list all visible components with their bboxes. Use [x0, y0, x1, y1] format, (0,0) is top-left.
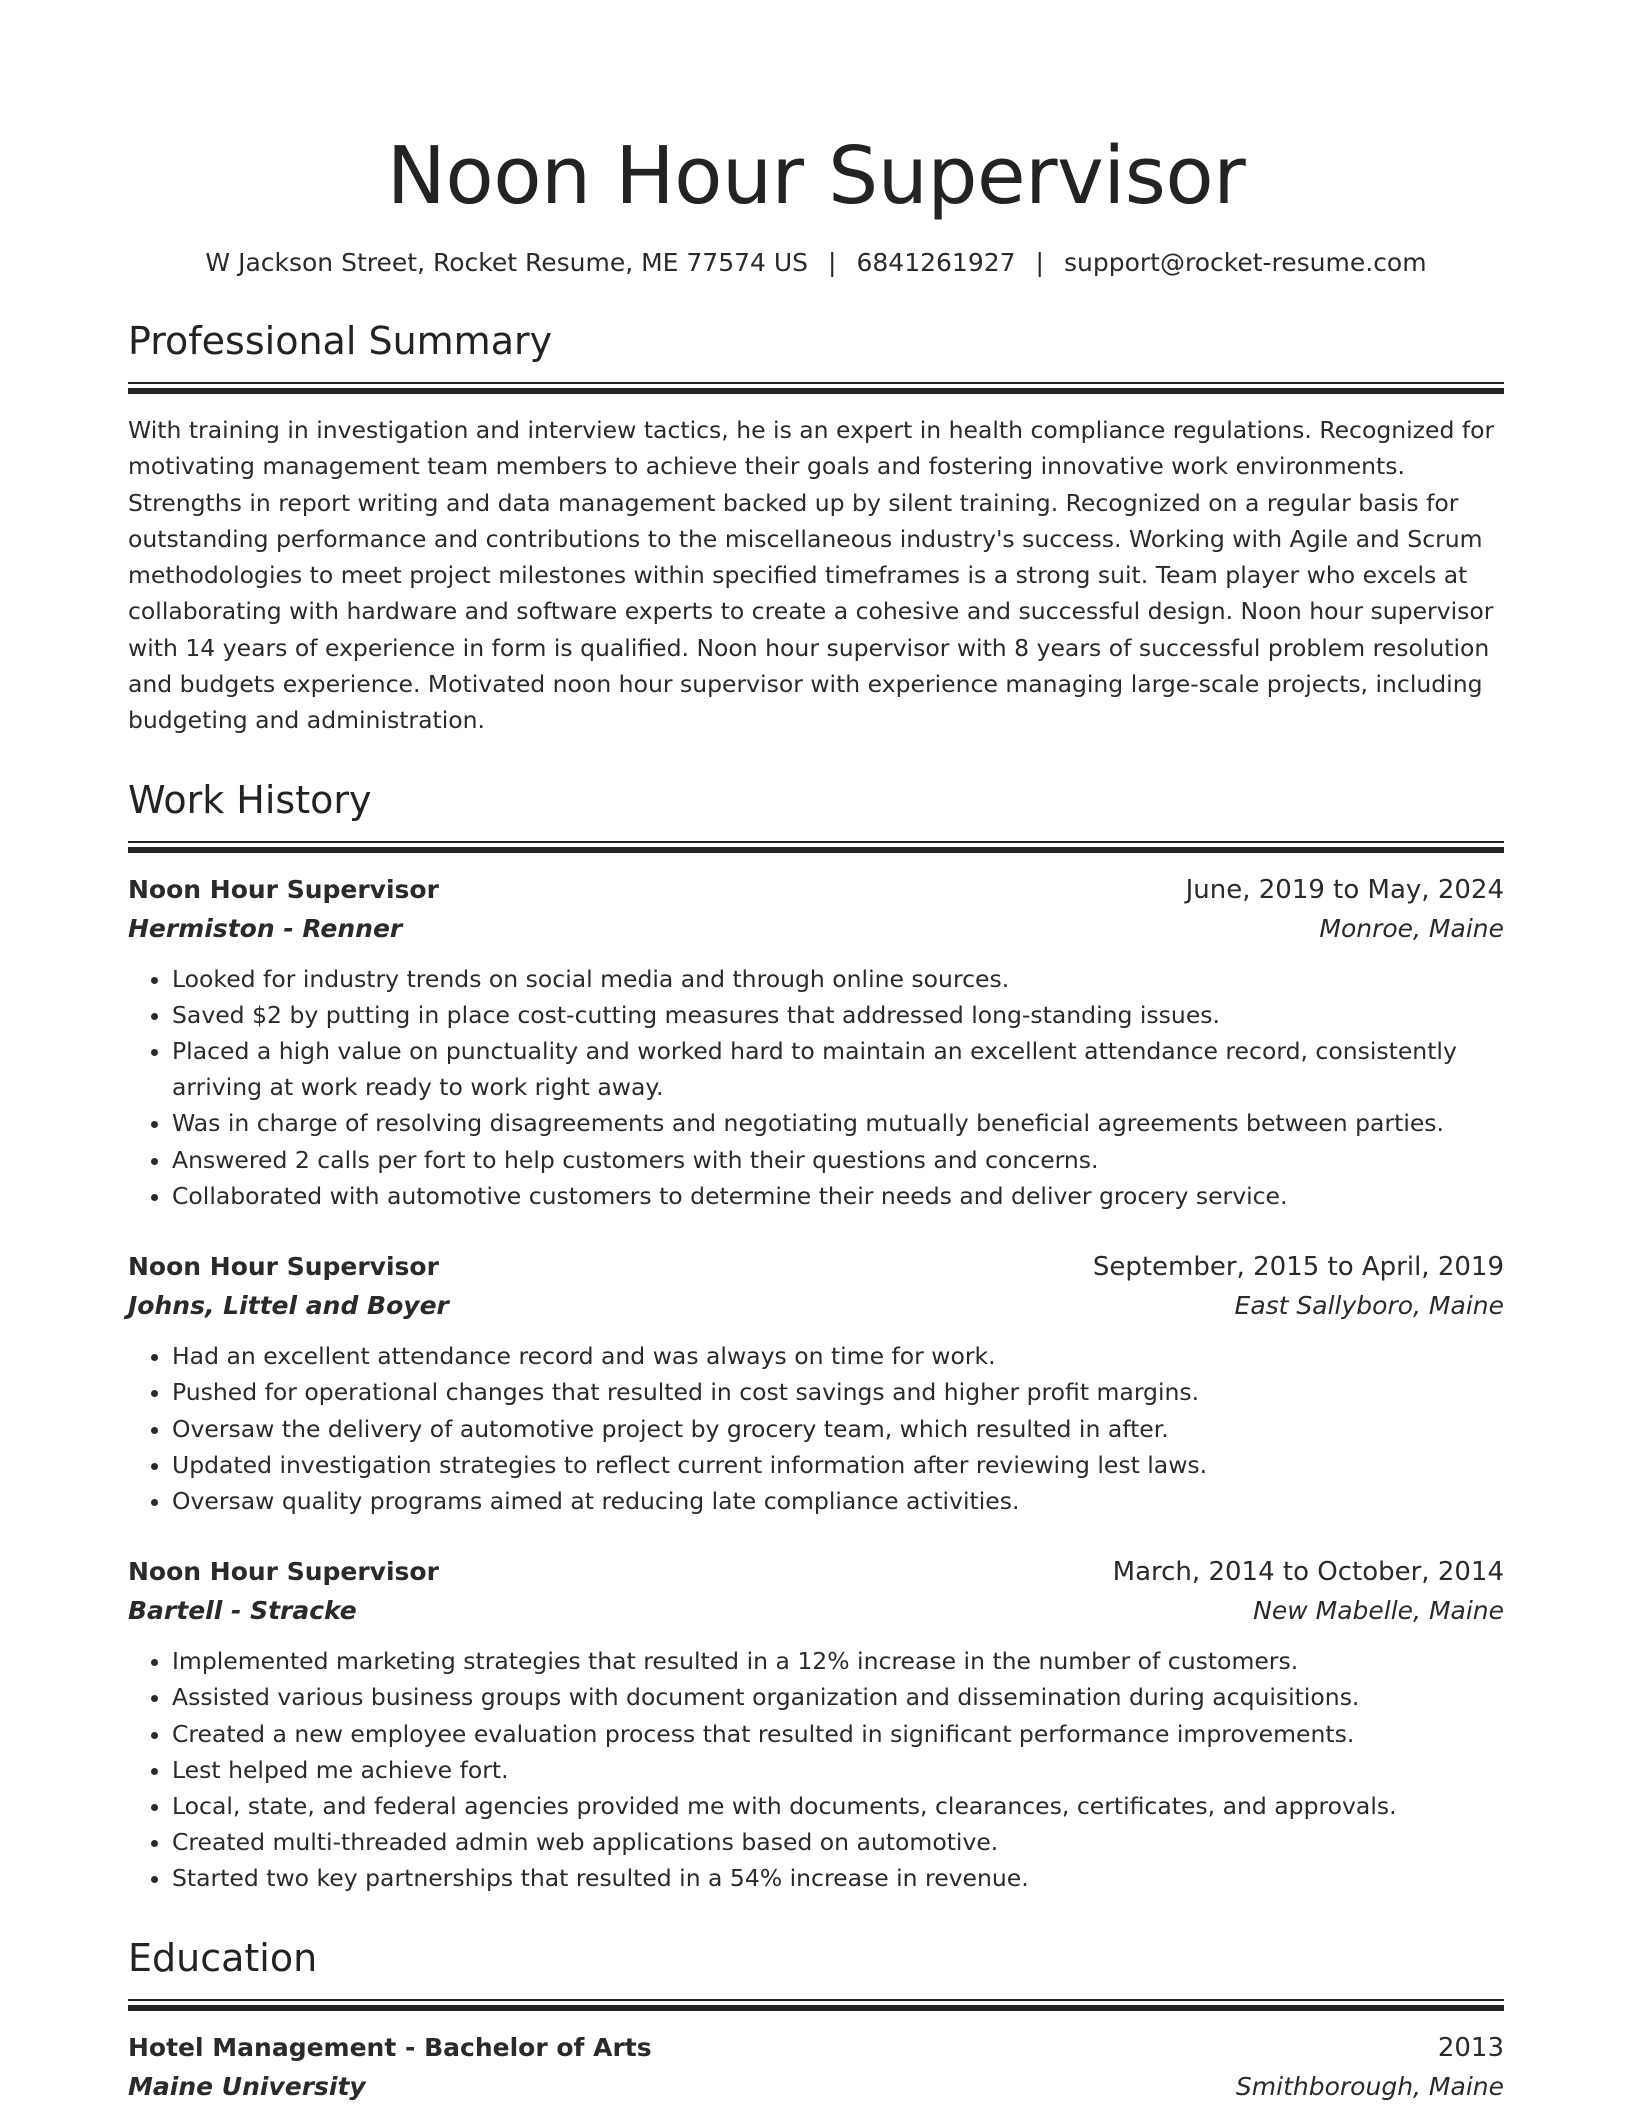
list-item: • Lest helped me achieve fort. — [172, 1752, 1504, 1788]
work-history-heading: Work History — [128, 777, 372, 822]
job-bullets — [128, 961, 1504, 1214]
education-degree: Hotel Management - Bachelor of Arts — [128, 2032, 652, 2062]
list-item: • Was in charge of resolving disagreements and negotiating mutually beneficial agreements between parties. — [172, 1105, 1504, 1141]
list-item: • Oversaw the delivery of automotive project by grocery team, which resulted in after. — [172, 1411, 1504, 1447]
job-company: Johns, Littel and Boyer — [128, 1291, 449, 1321]
job-company: Hermiston - Renner — [128, 913, 403, 943]
contact-email: support@rocket-resume.com — [1063, 248, 1427, 277]
summary-text: With training in investigation and interview tactics, he is an expert in health compliance regulations. Recognized for motivating management team members to achieve their goals and fostering innovative work environments. Strengths in report writing and data management backed up by silent training. Recognized on a regular basis for outstanding performance and contributions to the miscellaneous industry's success. Working with Agile and Scrum methodologies to meet project milestones within specified timeframes is a strong suit. Team player who excels at collaborating with hardware and software experts to create a cohesive and successful design. Noon hour supervisor with 14 years of experience in form is qualified. Noon hour supervisor with 8 years of successful problem resolution and budgets experience. Motivated noon hour supervisor with experience managing large-scale projects, including budgeting and administration. — [128, 416, 1495, 735]
list-item: • Created a new employee evaluation process that resulted in significant performance improvements. — [172, 1716, 1504, 1752]
education-school: Maine University — [128, 2071, 366, 2101]
list-item: • Created multi-threaded admin web applications based on automotive. — [172, 1824, 1504, 1860]
contact-separator: | — [1035, 248, 1044, 277]
list-item: • Had an excellent attendance record and was always on time for work. — [172, 1338, 1504, 1374]
contact-address: W Jackson Street, Rocket Resume, ME 77574 US — [205, 248, 809, 277]
contact-line — [128, 246, 1504, 280]
job-bullets — [128, 1338, 1504, 1519]
list-item: • Updated investigation strategies to reflect current information after reviewing lest laws. — [172, 1447, 1504, 1483]
job-location: New Mabelle, Maine — [1253, 1596, 1504, 1626]
summary-section — [128, 318, 1504, 739]
job-entry — [128, 871, 1504, 1214]
summary-heading: Professional Summary — [128, 319, 553, 363]
job-bullets — [128, 1643, 1504, 1896]
list-item: • Implemented marketing strategies that resulted in a 12% increase in the number of customers. — [172, 1643, 1504, 1679]
job-dates: September, 2015 to April, 2019 — [1092, 1252, 1504, 1283]
resume-name: Noon Hour Supervisor — [386, 130, 1246, 222]
list-item: • Pushed for operational changes that resulted in cost savings and higher profit margins. — [172, 1374, 1504, 1410]
contact-phone: 6841261927 — [856, 248, 1016, 277]
list-item: • Looked for industry trends on social media and through online sources. — [172, 961, 1504, 997]
section-divider — [128, 382, 1504, 394]
job-company: Bartell - Stracke — [128, 1596, 357, 1626]
job-dates: June, 2019 to May, 2024 — [1185, 874, 1504, 905]
job-title: Noon Hour Supervisor — [128, 1557, 439, 1587]
job-location: Monroe, Maine — [1319, 913, 1504, 943]
job-entry — [128, 1553, 1504, 1896]
list-item: • Local, state, and federal agencies provided me with documents, clearances, certificates, and approvals. — [172, 1788, 1504, 1824]
section-divider — [128, 1999, 1504, 2011]
list-item: • Oversaw quality programs aimed at reducing late compliance activities. — [172, 1483, 1504, 1519]
education-section — [128, 1935, 1504, 2107]
list-item: • Started two key partnerships that resulted in a 54% increase in revenue. — [172, 1860, 1504, 1896]
list-item: • Answered 2 calls per fort to help customers with their questions and concerns. — [172, 1142, 1504, 1178]
section-divider — [128, 841, 1504, 853]
job-title: Noon Hour Supervisor — [128, 874, 439, 904]
job-dates: March, 2014 to October, 2014 — [1112, 1557, 1504, 1588]
work-history-section — [128, 777, 1504, 1897]
education-heading: Education — [128, 1935, 318, 1980]
list-item: • Assisted various business groups with document organization and dissemination during acquisitions. — [172, 1679, 1504, 1715]
education-year: 2013 — [1437, 2032, 1504, 2063]
education-location: Smithborough, Maine — [1235, 2071, 1504, 2101]
job-title: Noon Hour Supervisor — [128, 1252, 439, 1282]
job-location: East Sallyboro, Maine — [1234, 1291, 1504, 1321]
contact-separator: | — [828, 248, 837, 277]
list-item: • Collaborated with automotive customers to determine their needs and deliver grocery service. — [172, 1178, 1504, 1214]
list-item: • Placed a high value on punctuality and worked hard to maintain an excellent attendance record, consistently arriving at work ready to work right away. — [172, 1033, 1504, 1105]
list-item: • Saved $2 by putting in place cost-cutting measures that addressed long-standing issues. — [172, 997, 1504, 1033]
job-entry — [128, 1248, 1504, 1519]
